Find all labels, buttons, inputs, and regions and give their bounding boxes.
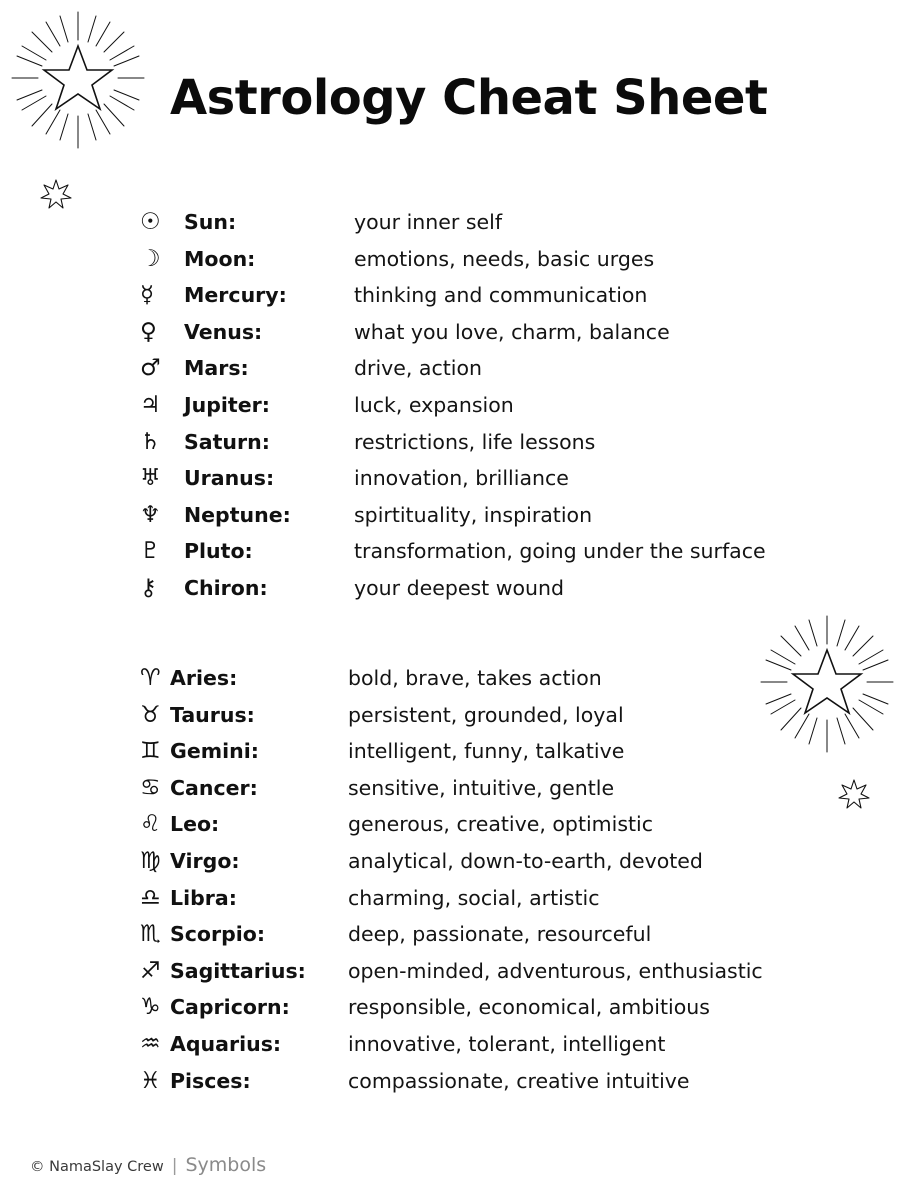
sign-name: Gemini:: [170, 739, 259, 764]
planet-meaning: thinking and communication: [354, 283, 648, 308]
table-row: [140, 539, 766, 576]
table-row: [140, 922, 763, 959]
sign-name: Taurus:: [170, 702, 255, 727]
starburst-icon: [752, 612, 902, 762]
planet-meaning: what you love, charm, balance: [354, 319, 670, 344]
sign-name: Scorpio:: [170, 922, 266, 947]
sign-traits: intelligent, funny, talkative: [348, 739, 625, 764]
planet-meaning: transformation, going under the surface: [354, 539, 766, 564]
sign-name: Cancer:: [170, 775, 258, 800]
small-starburst-icon: [836, 776, 872, 812]
uranus-symbol-icon: ♅: [140, 465, 161, 492]
planet-name: Venus:: [184, 319, 263, 344]
sign-traits: generous, creative, optimistic: [348, 812, 654, 837]
table-row: [140, 466, 766, 503]
sign-name: Pisces:: [170, 1068, 251, 1093]
sagittarius-symbol-icon: ♐: [140, 957, 161, 984]
sign-traits: sensitive, intuitive, gentle: [348, 775, 615, 800]
footer: [30, 1154, 266, 1176]
planet-name: Mars:: [184, 356, 249, 381]
leo-symbol-icon: ♌: [140, 811, 161, 838]
capricorn-symbol-icon: ♑: [140, 994, 161, 1021]
planet-meaning: spirtituality, inspiration: [354, 502, 593, 527]
table-row: [140, 320, 766, 357]
table-row: [140, 210, 766, 247]
aries-symbol-icon: ♈: [140, 665, 161, 691]
table-row: [140, 666, 763, 703]
sign-traits: deep, passionate, resourceful: [348, 922, 652, 947]
table-row: [140, 576, 766, 613]
planet-name: Uranus:: [184, 466, 275, 491]
table-row: [140, 886, 763, 923]
sign-traits: responsible, economical, ambitious: [348, 995, 710, 1020]
table-row: [140, 703, 763, 740]
sign-traits: charming, social, artistic: [348, 885, 600, 910]
virgo-symbol-icon: ♍: [140, 847, 161, 874]
sign-traits: persistent, grounded, loyal: [348, 702, 624, 727]
zodiac-signs-table: [140, 666, 763, 1105]
neptune-symbol-icon: ♆: [140, 501, 161, 528]
sign-name: Sagittarius:: [170, 958, 306, 983]
planet-name: Mercury:: [184, 283, 287, 308]
footer-credit: © NamaSlay Crew: [30, 1159, 164, 1175]
table-row: [140, 849, 763, 886]
planet-meaning: drive, action: [354, 356, 483, 381]
mercury-symbol-icon: ☿: [140, 282, 155, 309]
footer-separator: |: [171, 1156, 178, 1176]
sign-name: Aries:: [170, 666, 238, 690]
planet-meaning: luck, expansion: [354, 392, 514, 417]
footer-section-label: Symbols: [185, 1154, 267, 1176]
table-row: [140, 393, 766, 430]
jupiter-symbol-icon: ♃: [140, 391, 161, 418]
planet-name: Saturn:: [184, 429, 270, 454]
scorpio-symbol-icon: ♏: [140, 921, 161, 948]
planet-name: Neptune:: [184, 502, 291, 527]
gemini-symbol-icon: ♊: [140, 738, 161, 765]
libra-symbol-icon: ♎: [140, 884, 161, 911]
starburst-icon: [8, 8, 148, 158]
table-row: [140, 503, 766, 540]
moon-symbol-icon: ☽: [140, 245, 161, 272]
sign-name: Libra:: [170, 885, 237, 910]
sign-name: Capricorn:: [170, 995, 290, 1020]
planet-name: Moon:: [184, 246, 256, 271]
sign-traits: bold, brave, takes action: [348, 666, 602, 690]
planet-name: Pluto:: [184, 539, 253, 564]
planet-meaning: restrictions, life lessons: [354, 429, 596, 454]
planet-name: Sun:: [184, 210, 237, 234]
planets-table: [140, 210, 766, 613]
pisces-symbol-icon: ♓: [140, 1067, 161, 1094]
table-row: [140, 959, 763, 996]
saturn-symbol-icon: ♄: [140, 428, 161, 455]
aquarius-symbol-icon: ♒: [140, 1030, 161, 1057]
sign-traits: compassionate, creative intuitive: [348, 1068, 690, 1093]
table-row: [140, 1069, 763, 1106]
planet-name: Jupiter:: [184, 392, 270, 417]
small-starburst-icon: [38, 176, 74, 212]
planet-meaning: innovation, brilliance: [354, 466, 569, 491]
table-row: [140, 739, 763, 776]
table-row: [140, 812, 763, 849]
chiron-symbol-icon: ⚷: [140, 574, 157, 601]
sign-name: Aquarius:: [170, 1031, 282, 1056]
table-row: [140, 776, 763, 813]
venus-symbol-icon: ♀: [140, 318, 157, 345]
table-row: [140, 1032, 763, 1069]
cancer-symbol-icon: ♋: [140, 774, 161, 801]
sign-traits: innovative, tolerant, intelligent: [348, 1031, 666, 1056]
taurus-symbol-icon: ♉: [140, 701, 161, 728]
mars-symbol-icon: ♂: [140, 355, 161, 382]
sun-symbol-icon: ☉: [140, 209, 161, 235]
pluto-symbol-icon: ♇: [140, 538, 161, 565]
table-row: [140, 430, 766, 467]
sign-traits: open-minded, adventurous, enthusiastic: [348, 958, 763, 983]
table-row: [140, 283, 766, 320]
sign-name: Virgo:: [170, 848, 240, 873]
sign-traits: analytical, down-to-earth, devoted: [348, 848, 703, 873]
table-row: [140, 247, 766, 284]
planet-name: Chiron:: [184, 575, 268, 600]
planet-meaning: your inner self: [354, 210, 503, 234]
sign-name: Leo:: [170, 812, 220, 837]
table-row: [140, 356, 766, 393]
planet-meaning: emotions, needs, basic urges: [354, 246, 655, 271]
planet-meaning: your deepest wound: [354, 575, 565, 600]
page-title: Astrology Cheat Sheet: [170, 70, 768, 126]
table-row: [140, 995, 763, 1032]
